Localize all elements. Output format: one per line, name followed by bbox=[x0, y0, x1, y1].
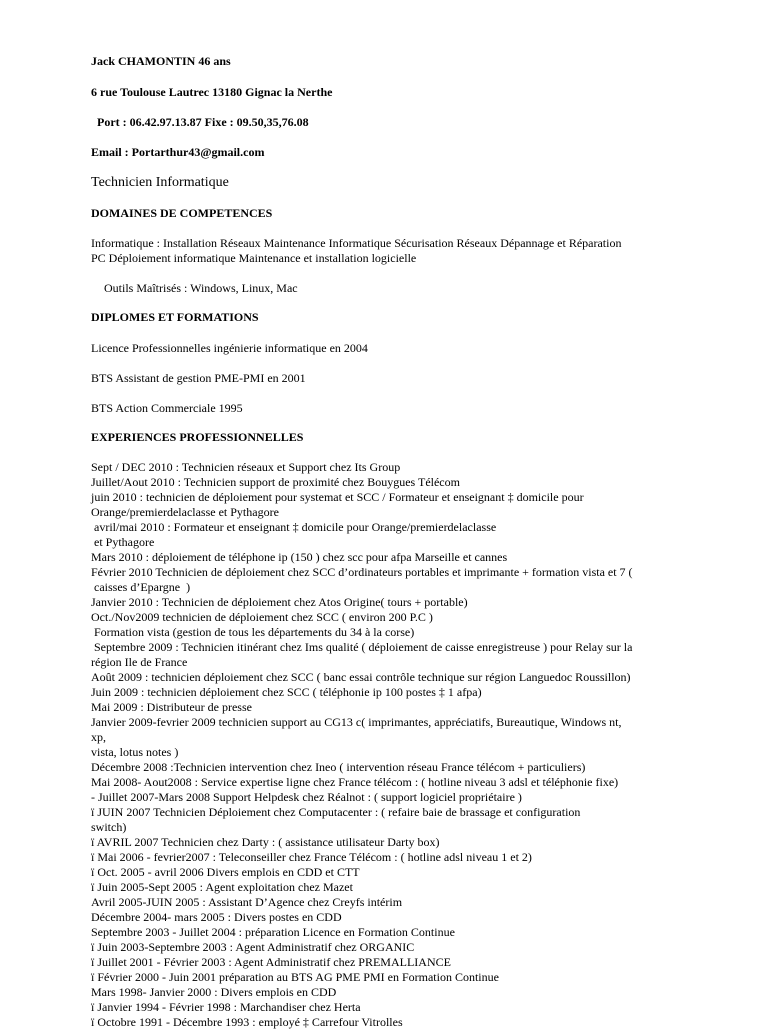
experience-line: Mars 2010 : déploiement de téléphone ip (150 ) chez scc pour afpa Marseille et cannes bbox=[91, 550, 508, 564]
experience-line: ï Juillet 2001 - Février 2003 : Agent Administratif chez PREMALLIANCE bbox=[91, 955, 451, 969]
experience-line: région Ile de France bbox=[91, 655, 188, 669]
experience-line: Sept / DEC 2010 : Technicien réseaux et Support chez Its Group bbox=[91, 460, 401, 474]
experience-line: Janvier 2010 : Technicien de déploiement chez Atos Origine( tours + portable) bbox=[91, 595, 468, 609]
experience-line: Septembre 2009 : Technicien itinérant chez Ims qualité ( déploiement de caisse enregistreuse ) pour Relay sur la bbox=[91, 640, 633, 654]
experience-line: Mai 2008- Aout2008 : Service expertise ligne chez France télécom : ( hotline niveau 3 adsl et téléphonie fixe) bbox=[91, 775, 619, 789]
diplomes-heading: DIPLOMES ET FORMATIONS bbox=[91, 310, 259, 324]
competences-line-1: Informatique : Installation Réseaux Maintenance Informatique Sécurisation Réseaux Dépannage et Réparation bbox=[91, 236, 622, 250]
diplome-item: Licence Professionnelles ingénierie informatique en 2004 bbox=[91, 341, 368, 355]
job-title: Technicien Informatique bbox=[91, 175, 229, 190]
experiences-heading: EXPERIENCES PROFESSIONNELLES bbox=[91, 430, 304, 444]
experience-line: Orange/premierdelaclasse et Pythagore bbox=[91, 505, 279, 519]
experience-line: Septembre 2003 - Juillet 2004 : préparation Licence en Formation Continue bbox=[91, 925, 455, 939]
experience-line: ï Juin 2003-Septembre 2003 : Agent Administratif chez ORGANIC bbox=[91, 940, 415, 954]
experience-line: ï Octobre 1991 - Décembre 1993 : employé ‡ Carrefour Vitrolles bbox=[91, 1015, 403, 1029]
diplome-item: BTS Action Commerciale 1995 bbox=[91, 401, 243, 415]
experience-line: Oct./Nov2009 technicien de déploiement chez SCC ( environ 200 P.C ) bbox=[91, 610, 433, 624]
contact-email: Email : Portarthur43@gmail.com bbox=[91, 145, 265, 159]
experience-line: avril/mai 2010 : Formateur et enseignant ‡ domicile pour Orange/premierdelaclasse bbox=[91, 520, 497, 534]
experience-line: ï Juin 2005-Sept 2005 : Agent exploitation chez Mazet bbox=[91, 880, 353, 894]
experience-line: juin 2010 : technicien de déploiement pour systemat et SCC / Formateur et enseignant ‡ domicile pour bbox=[91, 490, 584, 504]
experience-line: Décembre 2004- mars 2005 : Divers postes en CDD bbox=[91, 910, 342, 924]
experience-line: Juillet/Aout 2010 : Technicien support de proximité chez Bouygues Télécom bbox=[91, 475, 460, 489]
experience-line: Décembre 2008 :Technicien intervention chez Ineo ( intervention réseau France télécom + particuliers) bbox=[91, 760, 586, 774]
experience-line: ï Mai 2006 - fevrier2007 : Teleconseiller chez France Télécom : ( hotline adsl niveau 1 et 2) bbox=[91, 850, 532, 864]
experience-line: xp, bbox=[91, 730, 106, 744]
experience-line: - Juillet 2007-Mars 2008 Support Helpdesk chez Réalnot : ( support logiciel propriétaire ) bbox=[91, 790, 522, 804]
experience-line: ï Janvier 1994 - Février 1998 : Marchandiser chez Herta bbox=[91, 1000, 361, 1014]
experience-line: switch) bbox=[91, 820, 127, 834]
experience-list bbox=[91, 460, 691, 1030]
competences-heading: DOMAINES DE COMPETENCES bbox=[91, 206, 273, 220]
diplome-item: BTS Assistant de gestion PME-PMI en 2001 bbox=[91, 371, 306, 385]
contact-name: Jack CHAMONTIN 46 ans bbox=[91, 54, 231, 68]
experience-line: caisses d’Epargne ) bbox=[91, 580, 191, 594]
contact-phones: Port : 06.42.97.13.87 Fixe : 09.50,35,76.08 bbox=[91, 115, 309, 129]
experience-line: ï JUIN 2007 Technicien Déploiement chez Computacenter : ( refaire baie de brassage et configuration bbox=[91, 805, 581, 819]
experience-line: Formation vista (gestion de tous les départements du 34 à la corse) bbox=[91, 625, 415, 639]
experience-line: Janvier 2009-fevrier 2009 technicien support au CG13 c( imprimantes, appréciatifs, Bureautique, Windows nt, bbox=[91, 715, 622, 729]
experience-line: vista, lotus notes ) bbox=[91, 745, 179, 759]
experience-line: ï Février 2000 - Juin 2001 préparation au BTS AG PME PMI en Formation Continue bbox=[91, 970, 499, 984]
experience-line: Août 2009 : technicien déploiement chez SCC ( banc essai contrôle technique sur région Languedoc Roussillon) bbox=[91, 670, 631, 684]
contact-address: 6 rue Toulouse Lautrec 13180 Gignac la Nerthe bbox=[91, 85, 333, 99]
experience-line: Avril 2005-JUIN 2005 : Assistant D’Agence chez Creyfs intérim bbox=[91, 895, 403, 909]
experience-line: Février 2010 Technicien de déploiement chez SCC d’ordinateurs portables et imprimante + formation vista et 7 ( bbox=[91, 565, 633, 579]
experience-line: Juin 2009 : technicien déploiement chez SCC ( téléphonie ip 100 postes ‡ 1 afpa) bbox=[91, 685, 482, 699]
experience-line: ï Oct. 2005 - avril 2006 Divers emplois en CDD et CTT bbox=[91, 865, 360, 879]
experience-line: Mars 1998- Janvier 2000 : Divers emplois en CDD bbox=[91, 985, 337, 999]
experience-line: et Pythagore bbox=[91, 535, 155, 549]
competences-line-2: PC Déploiement informatique Maintenance et installation logicielle bbox=[91, 251, 417, 265]
experience-line: Mai 2009 : Distributeur de presse bbox=[91, 700, 252, 714]
experience-line: ï AVRIL 2007 Technicien chez Darty : ( assistance utilisateur Darty box) bbox=[91, 835, 440, 849]
competences-tools: Outils Maîtrisés : Windows, Linux, Mac bbox=[104, 281, 298, 295]
